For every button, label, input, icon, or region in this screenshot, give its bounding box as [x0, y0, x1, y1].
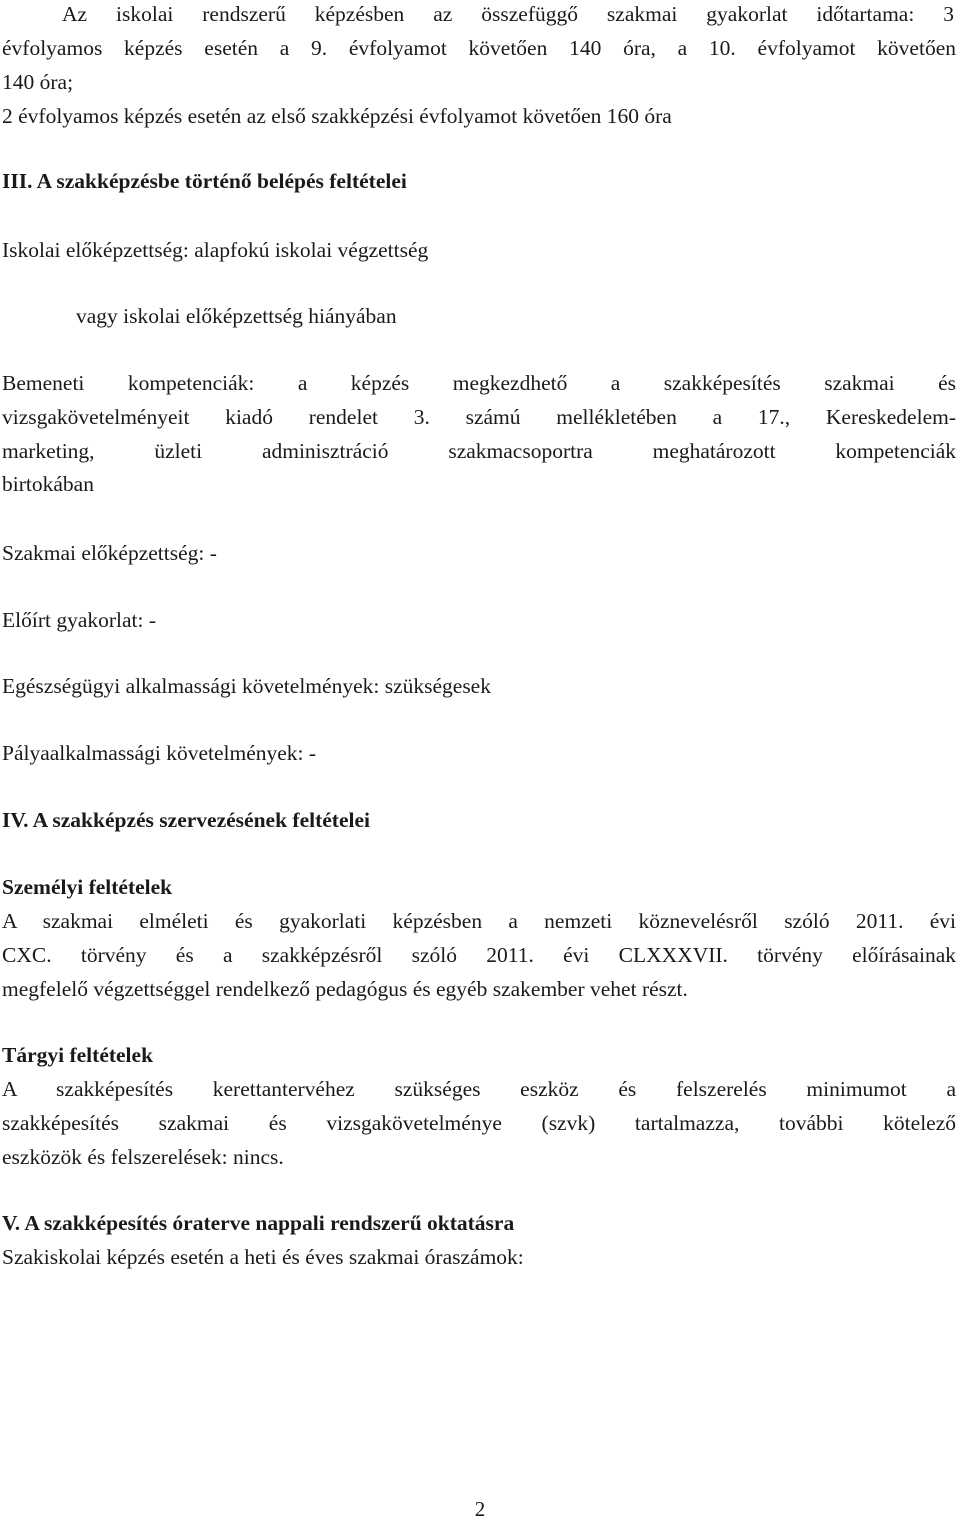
prior-education-alternative: vagy iskolai előképzettség hiányában [76, 304, 397, 328]
career-aptitude-requirements: Pályaalkalmassági követelmények: - [2, 741, 317, 765]
personal-conditions-line-3: megfelelő végzettséggel rendelkező pedagógus és egyéb szakember vehet részt. [2, 977, 688, 1001]
entry-competencies-line-4: birtokában [2, 472, 94, 496]
required-practice: Előírt gyakorlat: - [2, 608, 157, 632]
practice-duration-line-1: Az iskolai rendszerű képzésben az összefüggő szakmai gyakorlat időtartama: 3 [62, 2, 954, 26]
material-conditions-heading: Tárgyi feltételek [2, 1043, 154, 1067]
practice-duration-line-4: 2 évfolyamos képzés esetén az első szakképzési évfolyamot követően 160 óra [2, 104, 672, 128]
material-conditions-line-3: eszközök és felszerelések: nincs. [2, 1145, 284, 1169]
practice-duration-line-3: 140 óra; [2, 70, 74, 94]
page-number: 2 [474, 1497, 486, 1521]
section-iii-heading: III. A szakképzésbe történő belépés feltételei [2, 169, 407, 193]
section-v-intro: Szakiskolai képzés esetén a heti és éves szakmai óraszámok: [2, 1245, 524, 1269]
entry-competencies-line-2: vizsgakövetelményeit kiadó rendelet 3. számú mellékletében a 17., Kereskedelem- [2, 405, 956, 429]
personal-conditions-line-1: A szakmai elméleti és gyakorlati képzésben a nemzeti köznevelésről szóló 2011. évi [2, 909, 956, 933]
personal-conditions-line-2: CXC. törvény és a szakképzésről szóló 2011. évi CLXXXVII. törvény előírásainak [2, 943, 956, 967]
section-v-heading: V. A szakképesítés óraterve nappali rendszerű oktatásra [2, 1211, 515, 1235]
health-requirements: Egészségügyi alkalmassági követelmények: szükségesek [2, 674, 491, 698]
material-conditions-line-1: A szakképesítés kerettantervéhez szükséges eszköz és felszerelés minimumot a [2, 1077, 956, 1101]
practice-duration-line-2: évfolyamos képzés esetén a 9. évfolyamot követően 140 óra, a 10. évfolyamot követően [2, 36, 956, 60]
section-iv-heading: IV. A szakképzés szervezésének feltételei [2, 808, 370, 832]
prior-education: Iskolai előképzettség: alapfokú iskolai végzettség [2, 238, 429, 262]
entry-competencies-line-1: Bemeneti kompetenciák: a képzés megkezdhető a szakképesítés szakmai és [2, 371, 956, 395]
material-conditions-line-2: szakképesítés szakmai és vizsgakövetelménye (szvk) tartalmazza, további kötelező [2, 1111, 956, 1135]
personal-conditions-heading: Személyi feltételek [2, 875, 173, 899]
entry-competencies-line-3: marketing, üzleti adminisztráció szakmacsoportra meghatározott kompetenciák [2, 439, 956, 463]
professional-prior-education: Szakmai előképzettség: - [2, 541, 217, 565]
